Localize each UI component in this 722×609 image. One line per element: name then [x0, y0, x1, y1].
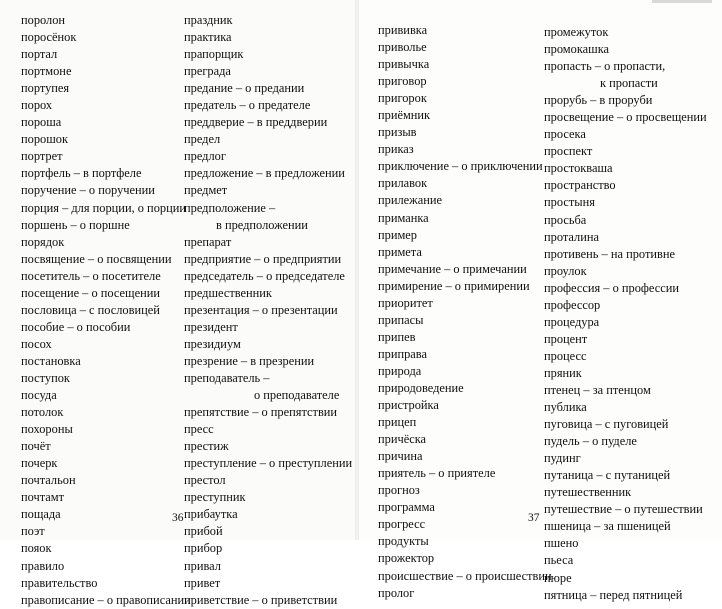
word-entry: пословица – с пословицей [21, 302, 160, 317]
word-entry: предел [184, 132, 221, 147]
word-entry: предшественник [184, 285, 272, 300]
word-entry: путешественник [544, 485, 632, 500]
word-entry: портрет [21, 149, 63, 164]
word-entry: примечание – о примечании [378, 261, 527, 276]
page-number-right: 37 [528, 512, 540, 524]
word-entry: президент [184, 319, 238, 334]
word-entry: о преподавателе [254, 388, 340, 403]
word-entry: профессия – о профессии [544, 280, 679, 295]
word-entry: приказ [378, 142, 414, 157]
word-entry: прожектор [378, 551, 435, 566]
word-entry: природа [378, 363, 422, 378]
word-entry: порох [21, 98, 53, 113]
word-entry: прапорщик [184, 47, 244, 62]
word-entry: портмоне [21, 64, 72, 79]
word-entry: пояок [21, 541, 52, 556]
word-entry: посещение – о посещении [21, 285, 160, 300]
word-entry: прибаутка [184, 507, 238, 522]
word-entry: пощада [21, 507, 61, 522]
word-column-1 [21, 12, 191, 609]
word-entry: посвящение – о посвящении [21, 251, 172, 266]
word-entry: преподаватель – [184, 370, 270, 385]
word-entry: пудинг [544, 451, 581, 466]
word-column-4 [544, 24, 707, 604]
word-entry: пролог [378, 585, 415, 600]
word-entry: приговор [378, 74, 427, 89]
word-entry: портупея [21, 81, 70, 96]
word-entry: пюре [544, 570, 572, 585]
word-entry: пример [378, 227, 417, 242]
word-entry: привет [184, 575, 221, 590]
word-entry: посох [21, 336, 52, 351]
word-entry: почтальон [21, 473, 76, 488]
word-entry: прогресс [378, 517, 426, 532]
word-entry: посуда [21, 388, 57, 403]
word-entry: пороша [21, 115, 62, 130]
word-entry: публика [544, 400, 587, 415]
word-entry: программа [378, 500, 435, 515]
word-entry: пуговица – с пуговицей [544, 417, 669, 432]
word-entry: практика [184, 30, 232, 45]
word-entry: привал [184, 558, 221, 573]
word-entry: прогноз [378, 483, 420, 498]
word-entry: приоритет [378, 295, 433, 310]
word-entry: пособие – о пособии [21, 319, 131, 334]
word-entry: пшеница – за пшеницей [544, 519, 671, 534]
word-entry: президиум [184, 336, 241, 351]
word-entry: пудель – о пуделе [544, 434, 637, 449]
word-entry: предатель – о предателе [184, 98, 311, 113]
word-entry: порядок [21, 234, 65, 249]
word-entry: преграда [184, 64, 231, 79]
word-entry: приёмник [378, 108, 431, 123]
word-entry: примета [378, 244, 422, 259]
word-entry: прорубь – в проруби [544, 93, 653, 108]
word-entry: порошок [21, 132, 68, 147]
word-entry: приправа [378, 346, 427, 361]
word-entry: продукты [378, 534, 429, 549]
word-entry: промежуток [544, 25, 609, 39]
word-entry: припасы [378, 312, 424, 327]
word-entry: преступление – о преступлении [184, 456, 353, 471]
word-entry: призыв [378, 125, 417, 140]
word-entry: в предположении [216, 217, 308, 232]
word-entry: поролон [21, 13, 66, 27]
word-entry: процедура [544, 314, 600, 329]
word-entry: правило [21, 558, 65, 573]
word-entry: прилежание [378, 193, 442, 208]
word-entry: приволье [378, 40, 427, 55]
word-entry: похороны [21, 422, 73, 437]
word-entry: постановка [21, 353, 81, 368]
word-column-3 [378, 22, 552, 602]
word-entry: престиж [184, 439, 229, 454]
word-entry: процент [544, 331, 588, 346]
word-entry: приветствие – о приветствии [184, 592, 338, 607]
word-entry: престол [184, 473, 226, 488]
word-entry: приманка [378, 210, 429, 225]
word-entry: пятница – перед пятницей [544, 587, 683, 602]
word-entry: пригорок [378, 91, 427, 106]
word-entry: потолок [21, 405, 64, 420]
word-entry: преддверие – в преддверии [184, 115, 328, 130]
word-entry: путешествие – о путешествии [544, 502, 703, 517]
word-entry: просвещение – о просвещении [544, 110, 707, 125]
word-entry: препятствие – о препятствии [184, 405, 338, 420]
word-entry: поручение – о поручении [21, 183, 155, 198]
word-entry: припев [378, 329, 416, 344]
word-entry: профессор [544, 297, 601, 312]
word-entry: предмет [184, 183, 228, 198]
word-entry: птенец – за птенцом [544, 382, 651, 397]
word-entry: прилавок [378, 176, 428, 191]
word-entry: пряник [544, 365, 582, 380]
word-entry: председатель – о председателе [184, 268, 345, 283]
word-entry: преступник [184, 490, 246, 505]
word-entry: правописание – о правописании [21, 592, 191, 607]
word-entry: природоведение [378, 380, 464, 395]
word-entry: прививка [378, 23, 428, 37]
word-entry: предложение – в предложении [184, 166, 345, 181]
word-entry: препарат [184, 234, 232, 249]
word-entry: почтамт [21, 490, 65, 505]
word-entry: поэт [21, 524, 45, 539]
word-entry: просека [544, 127, 586, 142]
word-entry: приключение – о приключении [378, 159, 543, 174]
word-entry: предание – о предании [184, 81, 305, 96]
word-entry: предположение – [184, 200, 276, 215]
word-entry: прицеп [378, 415, 417, 430]
word-entry: причёска [378, 432, 427, 447]
word-entry: привычка [378, 57, 430, 72]
word-entry: поросёнок [21, 30, 77, 45]
word-entry: промокашка [544, 42, 610, 57]
word-entry: презрение – в презрении [184, 353, 315, 368]
word-entry: простокваша [544, 161, 613, 176]
word-entry: примирение – о примирении [378, 278, 530, 293]
word-entry: проталина [544, 229, 599, 244]
word-entry: портфель – в портфеле [21, 166, 142, 181]
word-entry: пространство [544, 178, 616, 193]
book-gutter [355, 0, 359, 540]
word-column-2 [184, 12, 352, 609]
word-entry: приятель – о приятеле [378, 466, 496, 481]
word-entry: порция – для порции, о порции [21, 200, 186, 215]
word-entry: предлог [184, 149, 226, 164]
word-entry: процесс [544, 348, 587, 363]
word-entry: почерк [21, 456, 58, 471]
word-entry: предприятие – о предприятии [184, 251, 342, 266]
word-entry: пропасть – о пропасти, [544, 59, 666, 74]
word-entry: пристройка [378, 398, 439, 413]
word-entry: праздник [184, 13, 233, 27]
word-entry: противень – на противне [544, 246, 675, 261]
word-entry: правительство [21, 575, 98, 590]
word-entry: прибой [184, 524, 223, 539]
word-entry: прибор [184, 541, 223, 556]
word-entry: просьба [544, 212, 587, 227]
word-entry: портал [21, 47, 58, 62]
word-entry: простыня [544, 195, 595, 210]
page-number-left: 36 [172, 512, 184, 524]
word-entry: причина [378, 449, 423, 464]
word-entry: поступок [21, 370, 70, 385]
word-entry: презентация – о презентации [184, 302, 338, 317]
word-entry: проспект [544, 144, 593, 159]
word-entry: пшено [544, 536, 579, 551]
page-edge-mark [652, 0, 712, 3]
word-entry: пьеса [544, 553, 574, 568]
word-entry: почёт [21, 439, 51, 454]
word-entry: происшествие – о происшествии [378, 568, 552, 583]
word-entry: к пропасти [600, 76, 658, 91]
word-entry: проулок [544, 263, 587, 278]
word-entry: поршень – о поршне [21, 217, 130, 232]
word-entry: путаница – с путаницей [544, 468, 671, 483]
word-entry: посетитель – о посетителе [21, 268, 161, 283]
word-entry: пресс [184, 422, 214, 437]
